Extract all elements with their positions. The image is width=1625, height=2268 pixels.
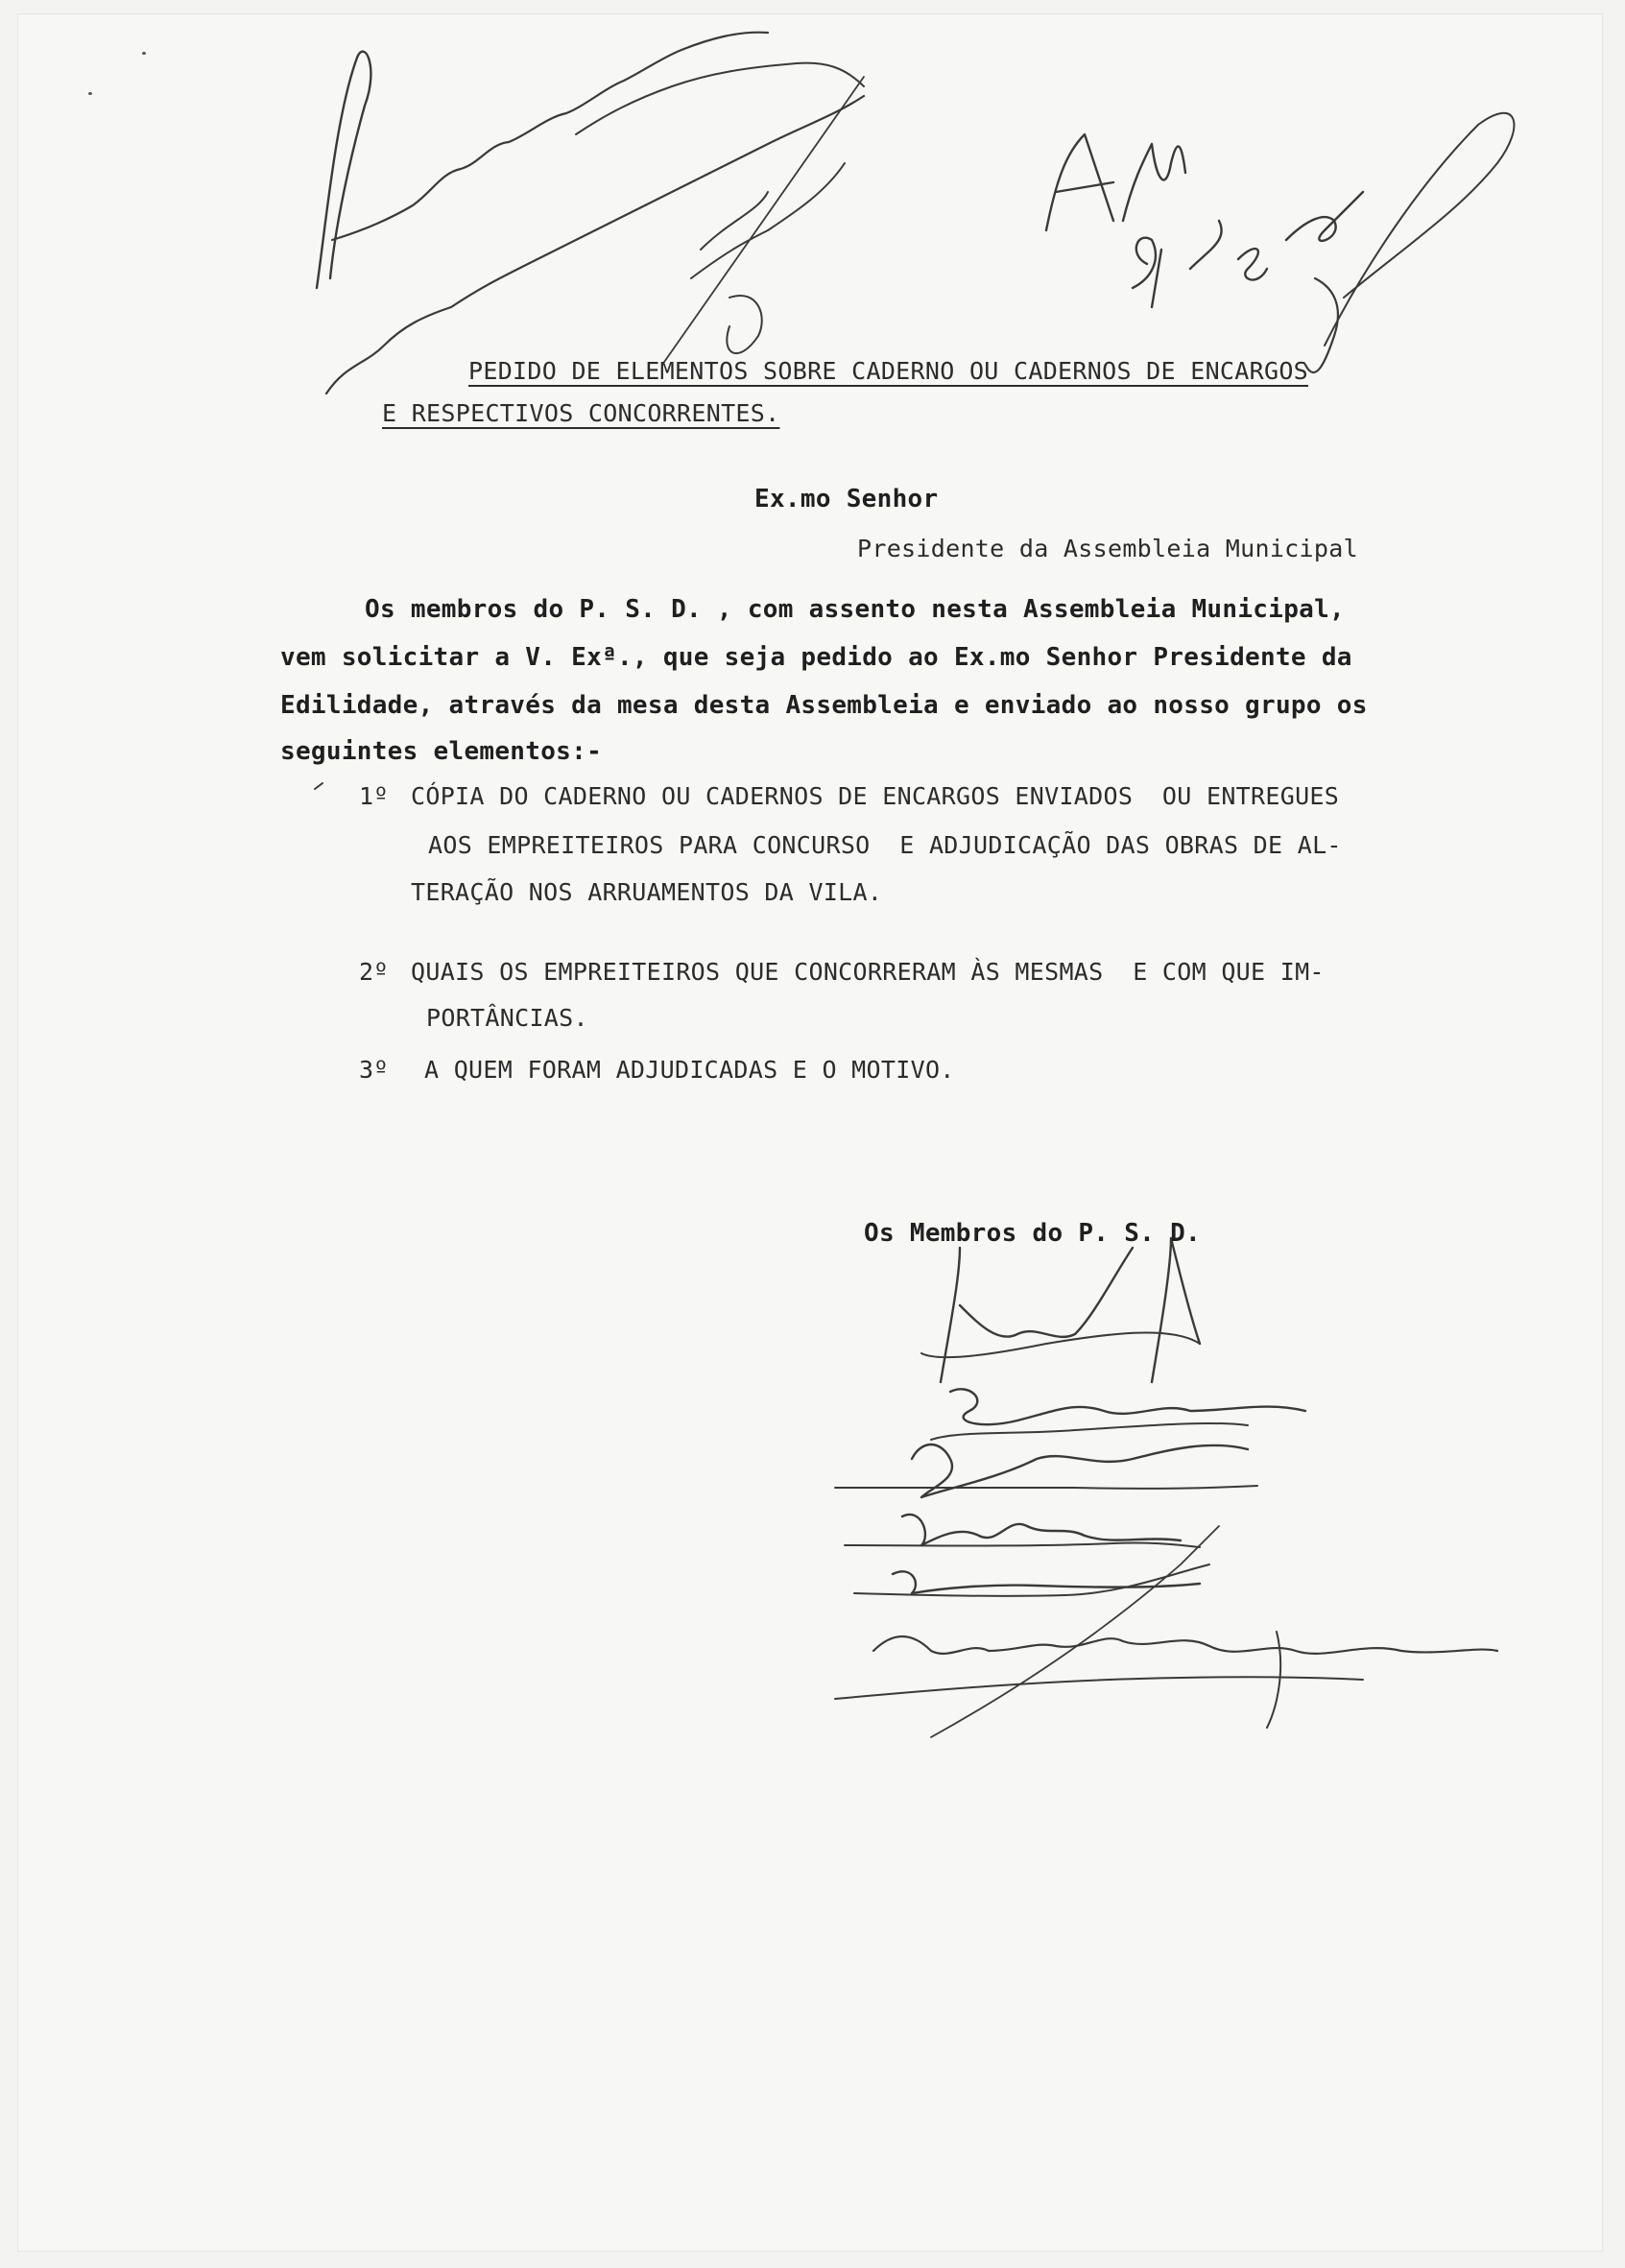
item-2-line-2: PORTÂNCIAS.: [426, 1004, 588, 1032]
document-title-line-2: E RESPECTIVOS CONCORRENTES.: [382, 399, 780, 427]
salutation-line-2: Presidente da Assembleia Municipal: [857, 535, 1358, 562]
closing-line: Os Membros do P. S. D.: [864, 1219, 1201, 1248]
item-3-number: 3º: [359, 1056, 389, 1084]
item-3-line-1: A QUEM FORAM ADJUDICADAS E O MOTIVO.: [424, 1056, 955, 1084]
salutation-line-1: Ex.mo Senhor: [754, 485, 939, 513]
item-1-number: 1º: [359, 782, 389, 810]
body-line-1: Os membros do P. S. D. , com assento nesta Assembleia Municipal,: [365, 595, 1346, 624]
document-page: [17, 13, 1603, 2252]
item-1-line-1: CÓPIA DO CADERNO OU CADERNOS DE ENCARGOS ENVIADOS OU ENTREGUES: [411, 782, 1340, 810]
paper-speck: [88, 92, 92, 95]
paper-speck: [142, 52, 146, 55]
document-title-line-1: PEDIDO DE ELEMENTOS SOBRE CADERNO OU CADERNOS DE ENCARGOS: [468, 357, 1309, 385]
body-line-2: vem solicitar a V. Exª., que seja pedido ao Ex.mo Senhor Presidente da: [280, 643, 1352, 672]
item-2-number: 2º: [359, 958, 389, 986]
item-2-line-1: QUAIS OS EMPREITEIROS QUE CONCORRERAM ÀS MESMAS E COM QUE IM-: [411, 958, 1325, 986]
body-line-3: Edilidade, através da mesa desta Assembleia e enviado ao nosso grupo os: [280, 691, 1368, 720]
item-1-line-2: AOS EMPREITEIROS PARA CONCURSO E ADJUDICAÇÃO DAS OBRAS DE AL-: [428, 831, 1342, 859]
body-line-4: seguintes elementos:-: [280, 737, 603, 766]
item-1-line-3: TERAÇÃO NOS ARRUAMENTOS DA VILA.: [411, 878, 883, 906]
